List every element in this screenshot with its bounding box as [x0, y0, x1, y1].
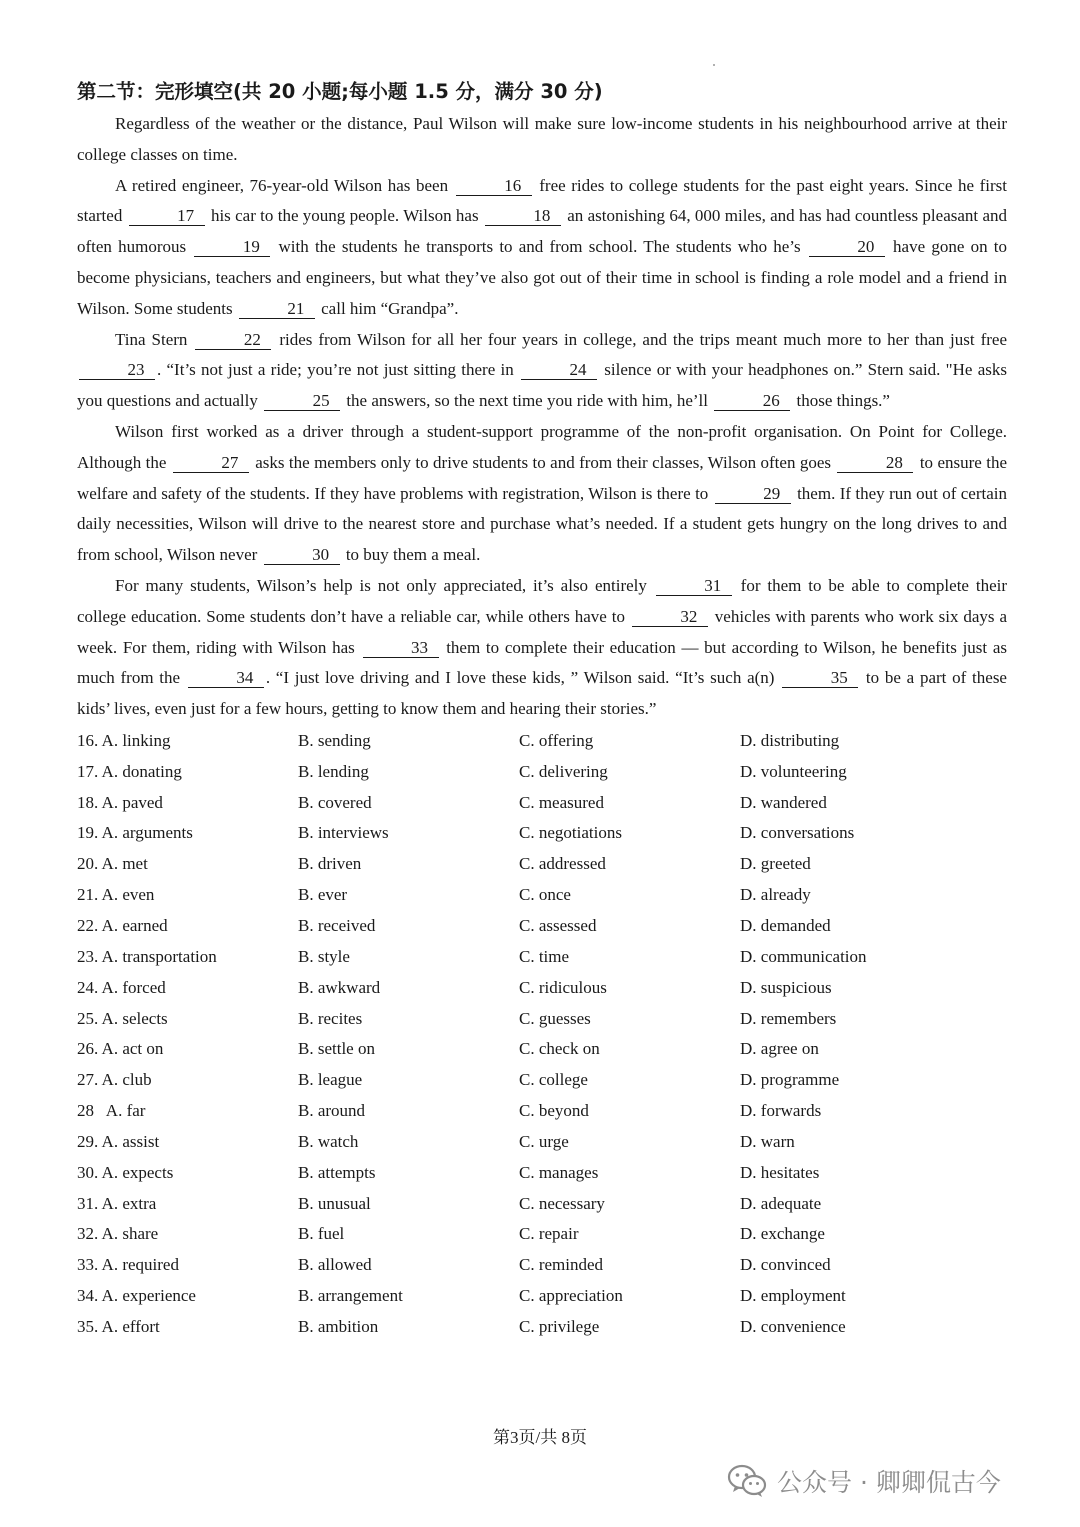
option-b[interactable]: B. interviews: [298, 823, 389, 843]
option-row: [77, 1219, 1007, 1250]
option-a[interactable]: 18. A. paved: [77, 792, 163, 812]
option-c[interactable]: C. manages: [519, 1162, 599, 1182]
option-a[interactable]: 20. A. met: [77, 854, 148, 874]
option-a[interactable]: 29. A. assist: [77, 1131, 160, 1151]
option-d[interactable]: D. forwards: [740, 1101, 822, 1121]
option-c[interactable]: C. check on: [519, 1039, 600, 1059]
option-b[interactable]: B. driven: [298, 854, 362, 874]
option-c[interactable]: C. negotiations: [519, 823, 622, 843]
option-row: [77, 1065, 1007, 1096]
option-a[interactable]: 33. A. required: [77, 1255, 179, 1275]
cloze-passage: [77, 109, 1007, 725]
option-c[interactable]: C. repair: [519, 1224, 579, 1244]
option-b[interactable]: B. watch: [298, 1131, 359, 1151]
option-c[interactable]: C. delivering: [519, 761, 608, 781]
paragraph-5: For many students, Wilson’s help is not only appreciated, it’s also entirely 31 for them to be able to complete their college education. Some students don’t have a reliable car, while others have to 32 vehicles with parents who work six days a week. For them, riding with Wilson has 33 them to complete their education — but according to Wilson, he benefits just as much from the 34 . “I just love driving and I love these kids, ” Wilson said. “It’s such a(n) 35 to be a part of these kids’ lives, even just for a few hours, getting to know them and hearing their stories.”: [77, 575, 1008, 719]
option-c[interactable]: C. urge: [519, 1131, 569, 1151]
option-a[interactable]: 35. A. effort: [77, 1316, 160, 1336]
watermark-text: 公众号 · 卿卿侃古今: [777, 1468, 1001, 1497]
blank-31[interactable]: 31: [656, 576, 732, 596]
option-d[interactable]: D. suspicious: [740, 977, 832, 997]
option-row: [77, 1004, 1007, 1035]
option-b[interactable]: B. sending: [298, 730, 371, 750]
option-b[interactable]: B. received: [298, 916, 376, 935]
blank-17[interactable]: 17: [129, 206, 205, 226]
option-b[interactable]: B. league: [298, 1070, 363, 1090]
blank-23[interactable]: 23: [79, 360, 155, 380]
option-d[interactable]: D. employment: [740, 1286, 846, 1306]
option-b[interactable]: B. around: [298, 1101, 366, 1121]
option-row: [77, 1281, 1007, 1312]
watermark: [727, 1463, 1001, 1499]
option-d[interactable]: D. demanded: [740, 916, 831, 935]
option-c[interactable]: C. addressed: [519, 854, 606, 874]
option-d[interactable]: D. programme: [740, 1070, 840, 1090]
option-b[interactable]: B. lending: [298, 761, 369, 781]
blank-20[interactable]: 20: [809, 237, 885, 257]
option-d[interactable]: D. greeted: [740, 854, 811, 874]
paragraph-4: Wilson first worked as a driver through a student-support programme of the non-profit organisation. On Point for College. Although the 27 asks the members only to drive students to and from their classes, Wilson often goes 28 to ensure the welfare and safety of the students. If they have problems with registration, Wilson is there to 29 them. If they run out of certain daily necessities, Wilson will drive to the nearest store and purchase what’s needed. If a student gets hungry on the long drives to and from school, Wilson never 30 to buy them a meal.: [77, 421, 1008, 565]
option-b[interactable]: B. ever: [298, 885, 348, 905]
option-c[interactable]: C. appreciation: [519, 1286, 623, 1306]
option-a[interactable]: 34. A. experience: [77, 1286, 196, 1306]
answer-options: [77, 726, 1007, 1343]
blank-33[interactable]: 33: [363, 638, 439, 658]
option-row: [77, 1250, 1007, 1281]
blank-29[interactable]: 29: [715, 484, 791, 504]
option-row: [77, 849, 1007, 880]
option-row: [77, 1096, 1007, 1127]
option-a[interactable]: 28 A. far: [77, 1101, 146, 1121]
option-c[interactable]: C. offering: [519, 730, 594, 750]
option-d[interactable]: D. wandered: [740, 792, 827, 812]
option-c[interactable]: C. time: [519, 946, 570, 966]
option-d[interactable]: D. hesitates: [740, 1162, 820, 1182]
blank-30[interactable]: 30: [264, 545, 340, 565]
option-c[interactable]: C. beyond: [519, 1101, 589, 1121]
option-b[interactable]: B. style: [298, 946, 350, 966]
wechat-icon: [727, 1464, 767, 1498]
blank-28[interactable]: 28: [837, 453, 913, 473]
option-a[interactable]: 23. A. transportation: [77, 946, 217, 966]
option-b[interactable]: B. arrangement: [298, 1286, 403, 1306]
option-a[interactable]: 25. A. selects: [77, 1008, 168, 1028]
option-row: [77, 973, 1007, 1004]
option-c[interactable]: C. measured: [519, 792, 604, 812]
section-heading: 第二节：完形填空(共 20 小题;每小题 1.5 分，满分 30 分): [77, 80, 603, 103]
option-c[interactable]: C. necessary: [519, 1193, 605, 1213]
option-row: [77, 1158, 1007, 1189]
option-c[interactable]: C. ridiculous: [519, 977, 607, 997]
option-d[interactable]: D. adequate: [740, 1193, 822, 1213]
option-d[interactable]: D. agree on: [740, 1039, 819, 1059]
option-c[interactable]: C. college: [519, 1070, 588, 1090]
option-d[interactable]: D. conversations: [740, 823, 855, 843]
option-row: [77, 1127, 1007, 1158]
option-row: [77, 911, 1007, 942]
option-d[interactable]: D. convinced: [740, 1255, 831, 1275]
option-row: [77, 818, 1007, 849]
option-c[interactable]: C. guesses: [519, 1008, 591, 1028]
option-a[interactable]: 30. A. expects: [77, 1162, 174, 1182]
blank-34[interactable]: 34: [188, 668, 264, 688]
blank-21[interactable]: 21: [239, 299, 315, 319]
option-a[interactable]: 24. A. forced: [77, 977, 166, 997]
option-row: [77, 788, 1007, 819]
option-d[interactable]: D. convenience: [740, 1316, 846, 1336]
option-row: [77, 880, 1007, 911]
option-b[interactable]: B. fuel: [298, 1224, 345, 1244]
option-b[interactable]: B. ambition: [298, 1316, 379, 1336]
option-b[interactable]: B. recites: [298, 1008, 363, 1028]
paragraph-1: Regardless of the weather or the distance, Paul Wilson will make sure low-income students in his neighbourhood arrive at their college classes on time.: [77, 114, 1007, 164]
option-d[interactable]: D. exchange: [740, 1224, 825, 1244]
option-a[interactable]: 21. A. even: [77, 885, 155, 905]
option-row: [77, 942, 1007, 973]
paragraph-3: Tina Stern 22 rides from Wilson for all her four years in college, and the trips meant much more to her than just free 23 . “It’s not just a ride; you’re not just sitting there in 24 silence or with your headphones on.” Stern said. "He asks you questions and actually 25 the answers, so the next time you ride with him, he’ll 26 those things.”: [77, 329, 1007, 411]
option-c[interactable]: C. reminded: [519, 1255, 604, 1275]
blank-25[interactable]: 25: [264, 391, 340, 411]
blank-27[interactable]: 27: [173, 453, 249, 473]
blank-16[interactable]: 16: [456, 176, 532, 196]
option-c[interactable]: C. assessed: [519, 916, 597, 935]
option-row: [77, 726, 1007, 757]
option-c[interactable]: C. once: [519, 885, 571, 905]
scan-speck: [713, 64, 715, 66]
option-a[interactable]: 31. A. extra: [77, 1193, 157, 1213]
blank-24[interactable]: 24: [521, 360, 597, 380]
option-row: [77, 1034, 1007, 1065]
blank-19[interactable]: 19: [194, 237, 270, 257]
option-d[interactable]: D. distributing: [740, 730, 840, 750]
option-a[interactable]: 32. A. share: [77, 1224, 159, 1244]
blank-32[interactable]: 32: [632, 607, 708, 627]
option-b[interactable]: B. attempts: [298, 1162, 376, 1182]
option-b[interactable]: B. covered: [298, 792, 372, 812]
option-d[interactable]: D. warn: [740, 1131, 795, 1151]
option-d[interactable]: D. already: [740, 885, 811, 905]
option-d[interactable]: D. remembers: [740, 1008, 837, 1028]
option-row: [77, 1189, 1007, 1220]
blank-18[interactable]: 18: [485, 206, 561, 226]
option-row: [77, 1312, 1007, 1343]
option-d[interactable]: D. communication: [740, 946, 867, 966]
option-b[interactable]: B. unusual: [298, 1193, 371, 1213]
option-a[interactable]: 26. A. act on: [77, 1039, 164, 1059]
exam-page: [77, 78, 1007, 1343]
option-a[interactable]: 19. A. arguments: [77, 823, 193, 843]
blank-22[interactable]: 22: [195, 330, 271, 350]
option-b[interactable]: B. awkward: [298, 977, 381, 997]
option-d[interactable]: D. volunteering: [740, 761, 847, 781]
blank-35[interactable]: 35: [782, 668, 858, 688]
option-a[interactable]: 27. A. club: [77, 1070, 152, 1090]
option-row: [77, 757, 1007, 788]
option-c[interactable]: C. privilege: [519, 1316, 600, 1336]
paragraph-2: A retired engineer, 76-year-old Wilson has been 16 free rides to college students for the past eight years. Since he first started 17 his car to the young people. Wilson has 18 an astonishing 64, 000 miles, and has had countless pleasant and often humorous 19 with the students he transports to and from school. The students who he’s 20 have gone on to become physicians, teachers and engineers, but what they’ve also got out of their time in school is finding a role model and a friend in Wilson. Some students 21 call him “Grandpa”.: [77, 175, 1008, 318]
blank-26[interactable]: 26: [714, 391, 790, 411]
page-number: 第3页/共 8页: [493, 1428, 587, 1447]
option-a[interactable]: 17. A. donating: [77, 761, 182, 781]
option-b[interactable]: B. settle on: [298, 1039, 375, 1059]
option-a[interactable]: 16. A. linking: [77, 730, 171, 750]
option-b[interactable]: B. allowed: [298, 1255, 372, 1275]
option-a[interactable]: 22. A. earned: [77, 916, 168, 935]
